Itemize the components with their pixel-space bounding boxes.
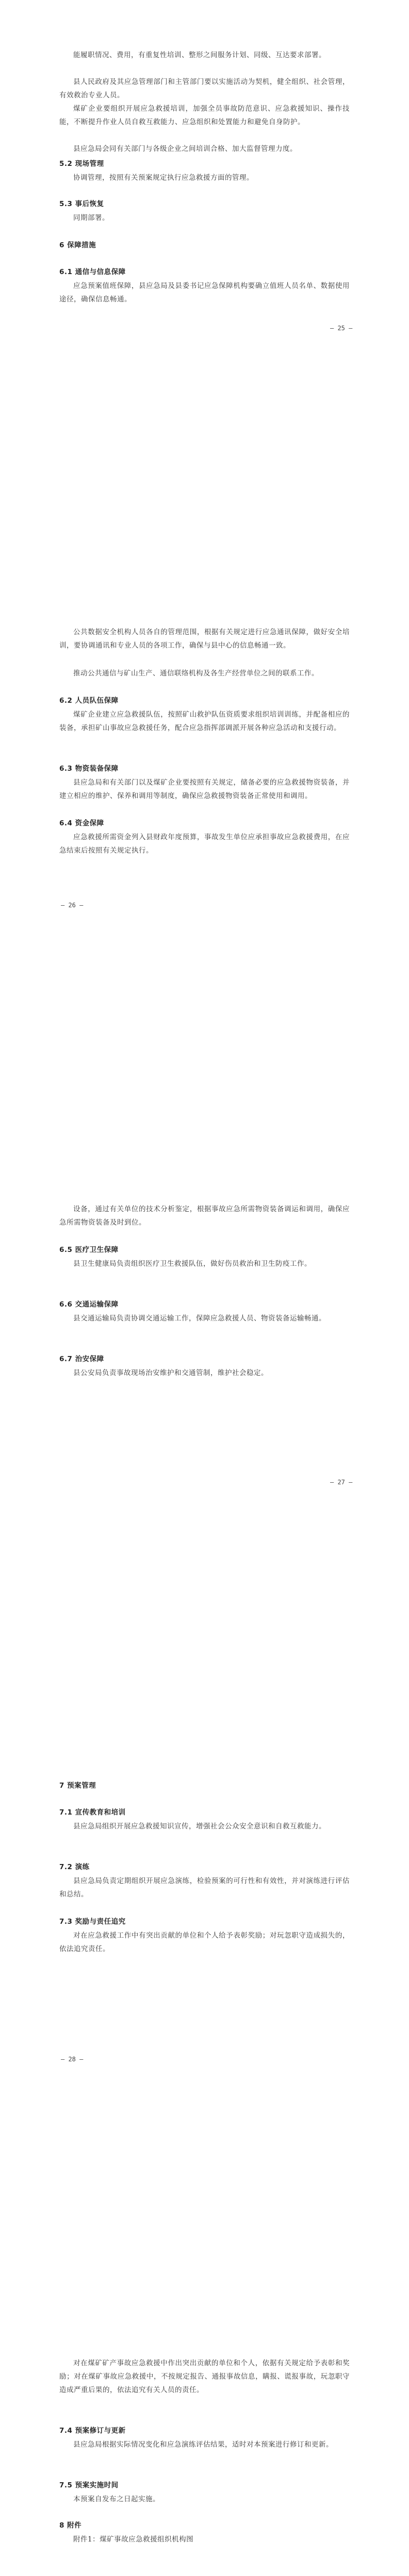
paragraph: 县交通运输局负责协调交通运输工作，保障应急救援人员、物资装备运输畅通。	[73, 1314, 326, 1323]
paragraph: 协调管理，按照有关预案规定执行应急救援方面的管理。	[73, 174, 254, 182]
paragraph: 能履职情况、费用，有重复性培训、整形之间服务计划、同级、互达要求部署。	[73, 51, 326, 59]
paragraph: 县公安局负责事故现场治安维护和交通管制，维护社会稳定。	[73, 1369, 268, 1377]
document-page-5	[0, 2308, 409, 2576]
paragraph: 煤矿企业要组织开展应急救援培训，加强全员事故防范意识、应急救援知识、操作技能，不断提升作业人员自救互救能力、应急组织和处置能力和避免自身防护。	[59, 105, 350, 126]
paragraph: 县人民政府及其应急管理部门和主管部门要以实施活动为契机，健全组织、社会管理，有效救治专业人员。	[59, 78, 350, 99]
section-heading: 6.4 资金保障	[59, 819, 104, 827]
section-heading: 6 保障措施	[59, 241, 96, 249]
page-number: — 27 —	[330, 1479, 353, 1486]
document-page-1	[0, 0, 409, 577]
document-page-2	[0, 577, 409, 1154]
paragraph: 推动公共通信与矿山生产、通信联络机构及各生产经营单位之间的联系工作。	[73, 669, 319, 677]
section-heading: 7.3 奖励与责任追究	[59, 1918, 126, 1926]
document-page-4	[0, 1731, 409, 2308]
paragraph: 县应急局负责定期组织开展应急演练，检验预案的可行性和有效性，并对演练进行评估和总结。	[59, 1877, 350, 1899]
paragraph: 县应急局和有关部门以及煤矿企业要按照有关规定，储备必要的应急救援物资装备，并建立相应的维护、保养和调用等制度，确保应急救援物资装备正常使用和调用。	[59, 778, 350, 800]
paragraph: 本预案自发布之日起实施。	[73, 2495, 160, 2503]
section-heading: 6.5 医疗卫生保障	[59, 1246, 119, 1254]
paragraph: 应急预案值班保障，县应急局及县委书记应急保障机构要确立值班人员名单、数据使用途径，确保信息畅通。	[59, 282, 350, 303]
section-heading: 7.2 演练	[59, 1863, 90, 1871]
section-heading: 6.7 治安保障	[59, 1355, 104, 1363]
section-heading: 8 附件	[59, 2521, 82, 2530]
paragraph: 公共数据安全机构人员各自的管理范围，根据有关规定进行应急通讯保障，做好安全培训，要协调通讯和专业人员的各项工作，确保与县中心的信息畅通一致。	[59, 628, 350, 650]
section-heading: 7.5 预案实施时间	[59, 2481, 119, 2489]
paragraph: 应急救援所需资金列入县财政年度预算，事故发生单位应承担事故应急救援费用，在应急结束后按照有关规定执行。	[59, 833, 350, 855]
section-heading: 6.3 物资装备保障	[59, 765, 119, 773]
paragraph: 对在应急救援工作中有突出贡献的单位和个人给予表彰奖励；对玩忽职守造成损失的，依法追究责任。	[59, 1931, 350, 1953]
section-heading: 5.2 现场管理	[59, 160, 104, 168]
paragraph: 设备，通过有关单位的技术分析鉴定，根据事故应急所需物资装备调运和调用，确保应急所需物资装备及时到位。	[59, 1205, 350, 1227]
section-heading: 7 预案管理	[59, 1782, 96, 1790]
paragraph: 附件1：煤矿事故应急救援组织机构图	[73, 2535, 194, 2544]
paragraph: 县应急局根据实际情况变化和应急演练评估结果，适时对本预案进行修订和更新。	[73, 2441, 333, 2449]
section-heading: 7.1 宣传教育和培训	[59, 1808, 126, 1817]
document-page-3	[0, 1154, 409, 1731]
page-number: — 28 —	[61, 2056, 84, 2063]
paragraph: 县卫生健康局负责组织医疗卫生救援队伍，做好伤员救治和卫生防疫工作。	[73, 1260, 312, 1268]
paragraph: 同期部署。	[73, 214, 109, 222]
section-heading: 5.3 事后恢复	[59, 200, 104, 208]
section-heading: 7.4 预案修订与更新	[59, 2427, 126, 2435]
paragraph: 对在煤矿矿产事故应急救援中作出突出贡献的单位和个人，依据有关规定给予表彰和奖励；对在煤矿事故应急救援中，不按规定报告、通报事故信息，瞒报、谎报事故，玩忽职守造成严重后果的，依法追究有关人员的责任。	[59, 2359, 350, 2394]
page-number: — 25 —	[330, 325, 353, 332]
section-heading: 6.1 通信与信息保障	[59, 268, 126, 276]
page-number: — 26 —	[61, 902, 84, 909]
paragraph: 县应急局会同有关部门与各级企业之间培训合格、加大监督管理力度。	[73, 145, 297, 153]
section-heading: 6.6 交通运输保障	[59, 1300, 119, 1309]
paragraph: 县应急局组织开展应急救援知识宣传，增强社会公众安全意识和自救互救能力。	[73, 1822, 326, 1831]
paragraph: 煤矿企业建立应急救援队伍，按照矿山救护队伍资质要求组织培训训练，并配备相应的装备，承担矿山事故应急救援任务，配合应急指挥部调派开展各种应急活动和支援行动。	[59, 710, 350, 732]
section-heading: 6.2 人员队伍保障	[59, 697, 119, 705]
